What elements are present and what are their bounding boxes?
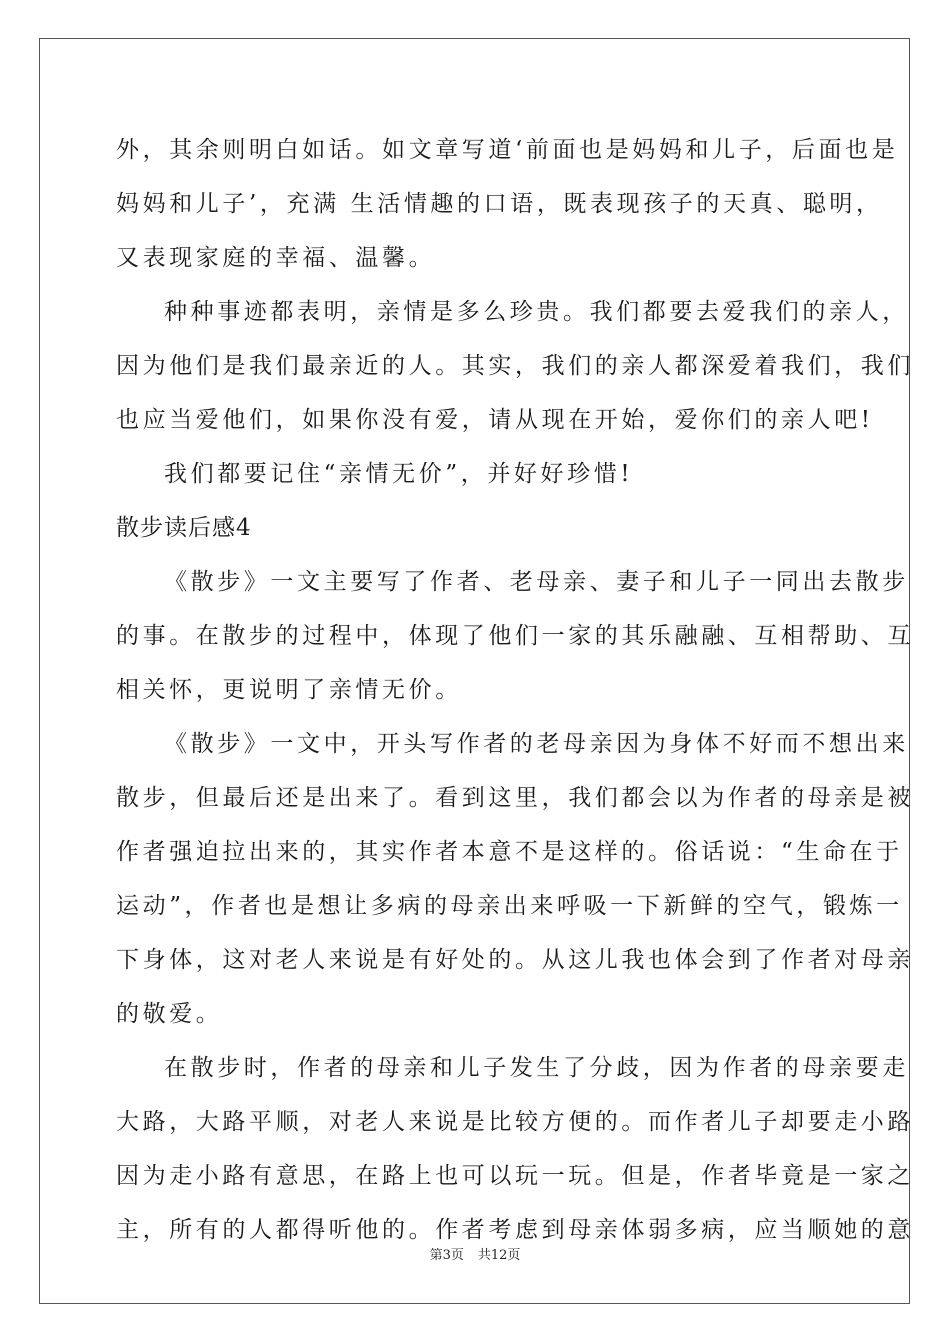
paragraph-first-line: 我们都要记住“亲情无价”，并好好珍惜!: [164, 461, 634, 487]
document-body: [116, 123, 914, 1257]
text-line: 的事。在散步的过程中，体现了他们一家的其乐融融、互相帮助、互: [116, 623, 914, 649]
page-total: 共12页: [477, 1248, 521, 1263]
paragraph-first-line: 《散步》一文中，开头写作者的老母亲因为身体不好而不想出来: [164, 731, 909, 757]
text-line: 作者强迫拉出来的，其实作者本意不是这样的。俗话说：“生命在于: [116, 839, 903, 865]
text-line: 妈妈和儿子’，充满 生活情趣的口语，既表现孩子的天真、聪明，: [116, 191, 883, 217]
text-line: 的敬爱。: [116, 1001, 223, 1027]
text-line: 因为走小路有意思，在路上也可以玩一玩。但是，作者毕竟是一家之: [116, 1163, 914, 1189]
text-line: 下身体，这对老人来说是有好处的。从这儿我也体会到了作者对母亲: [116, 947, 914, 973]
page-number: 第3页: [429, 1248, 464, 1263]
text-line: 散步，但最后还是出来了。看到这里，我们都会以为作者的母亲是被: [116, 785, 914, 811]
paragraph-first-line: 种种事迹都表明，亲情是多么珍贵。我们都要去爱我们的亲人，: [164, 299, 909, 325]
paragraph-first-line: 《散步》一文主要写了作者、老母亲、妻子和儿子一同出去散步: [164, 569, 909, 595]
section-heading: 散步读后感4: [116, 515, 252, 541]
text-line: 主，所有的人都得听他的。作者考虑到母亲体弱多病，应当顺她的意: [116, 1217, 914, 1243]
text-line: 因为他们是我们最亲近的人。其实，我们的亲人都深爱着我们，我们: [116, 353, 914, 379]
paragraph-first-line: 在散步时，作者的母亲和儿子发生了分歧，因为作者的母亲要走: [164, 1055, 909, 1081]
page-footer: [0, 1244, 950, 1263]
text-line: 大路，大路平顺，对老人来说是比较方便的。而作者儿子却要走小路: [116, 1109, 914, 1135]
text-line: 也应当爱他们，如果你没有爱，请从现在开始，爱你们的亲人吧!: [116, 407, 874, 433]
text-line: 运动”，作者也是想让多病的母亲出来呼吸一下新鲜的空气，锻炼一: [116, 893, 903, 919]
text-line: 又表现家庭的幸福、温馨。: [116, 245, 436, 271]
text-line: 相关怀，更说明了亲情无价。: [116, 677, 462, 703]
text-line: 外，其余则明白如话。如文章写道‘前面也是妈妈和儿子，后面也是: [116, 137, 899, 163]
